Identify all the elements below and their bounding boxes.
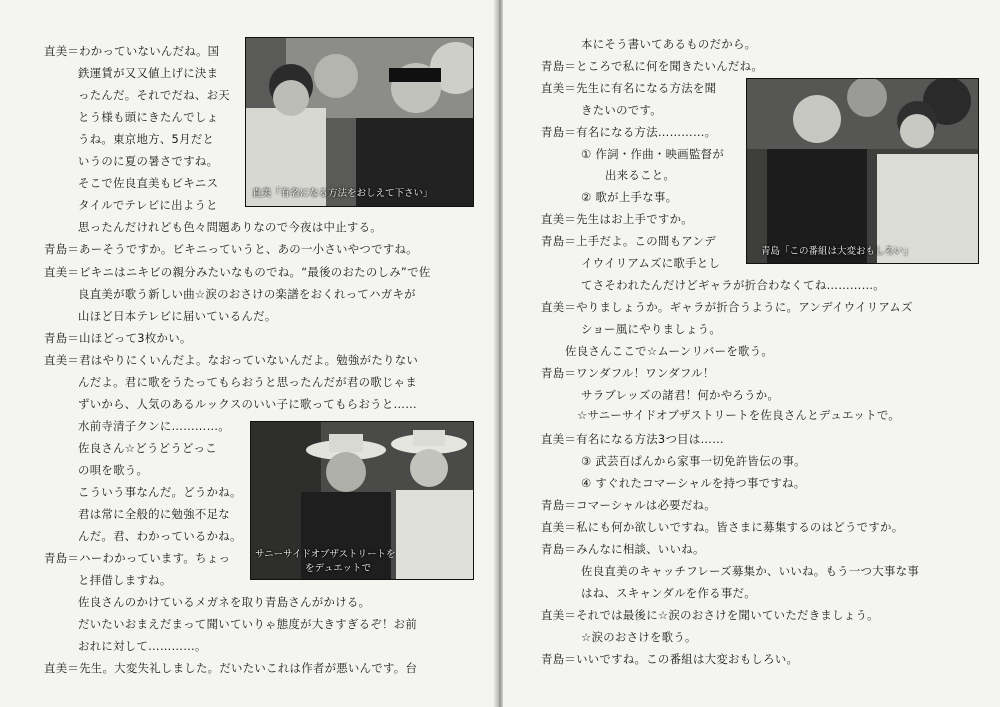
text-line: 直美＝先生に有名になる方法を聞 — [541, 81, 717, 95]
text-line: おれに対して…………。 — [78, 639, 207, 653]
text-line: 青島＝ハーわかっています。ちょっ — [44, 551, 231, 565]
text-line: イウイリアムズに歌手とし — [581, 256, 721, 270]
text-line: 佐良さん☆どうどうどっこ — [78, 441, 217, 455]
text-line: 水前寺清子クンに…………。 — [78, 419, 230, 433]
right-page — [503, 0, 1000, 707]
text-line: ④ すぐれたコマーシャルを持つ事ですね。 — [581, 476, 806, 490]
text-line: きたいのです。 — [581, 103, 662, 117]
text-line: ① 作詞・作曲・映画監督が — [581, 147, 725, 161]
text-line: 君は常に全般的に勉強不足な — [78, 507, 230, 521]
text-line: 青島＝みんなに相談、いいね。 — [541, 542, 705, 556]
photo-caption: 青島「この番組は大変おもしろい」 — [761, 246, 914, 257]
text-line: の唄を歌う。 — [78, 463, 149, 477]
text-line: いうのに夏の暑さですね。 — [78, 154, 219, 168]
text-line: てさそわれたんだけどギャラが折合わなくてね…………。 — [581, 278, 885, 292]
text-line: 佐良直美のキャッチフレーズ募集か、いいね。もう一つ大事な事 — [581, 564, 920, 578]
text-line: 青島＝ワンダフル！ワンダフル！ — [541, 366, 715, 380]
text-line: 直美＝私にも何か欲しいですね。皆さまに募集するのはどうですか。 — [541, 520, 904, 534]
left-page — [0, 0, 497, 707]
text-line: 青島＝あーそうですか。ビキニっていうと、あの一小さいやつですね。 — [44, 242, 418, 256]
text-line: 青島＝ところで私に何を聞きたいんだね。 — [541, 59, 764, 73]
text-line: 直美＝有名になる方法3つ目は…… — [541, 432, 724, 446]
text-line: 直美＝先生。大変失礼しました。だいたいこれは作者が悪いんです。台 — [44, 661, 418, 675]
text-line: はね、スキャンダルを作る事だ。 — [581, 586, 756, 600]
text-line: タイルでテレビに出ようと — [78, 198, 218, 212]
text-line: ☆涙のおさけを歌う。 — [581, 630, 697, 644]
text-line: ③ 武芸百ぱんから家事一切免許皆伝の事。 — [581, 454, 806, 468]
text-line: 本にそう書いてあるものだから。 — [581, 37, 757, 51]
text-line: ② 歌が上手な事。 — [581, 190, 678, 204]
text-line: 青島＝有名になる方法…………。 — [541, 125, 717, 139]
photo-caption: をデュエットで — [305, 563, 372, 574]
text-line: ずいから、人気のあるルックスのいい子に歌ってもらおうと…… — [78, 397, 417, 411]
text-line: ショー風にやりましょう。 — [581, 322, 722, 336]
text-line: そこで佐良直美もビキニス — [78, 176, 219, 190]
text-line: ったんだ。それでだね、お天 — [78, 88, 230, 102]
text-line: 直美＝やりましょうか。ギャラが折合うように。アンデイウイリアムズ — [541, 300, 913, 314]
text-line: サラブレッズの諸君！何かやろうか。 — [581, 388, 780, 402]
text-line: 青島＝コマーシャルは必要だね。 — [541, 498, 716, 512]
text-line: 山ほど日本テレビに届いているんだ。 — [78, 309, 277, 323]
text-line: 直美＝先生はお上手ですか。 — [541, 212, 693, 226]
photo-caption: 直美「有名になる方法をおしえて下さい」 — [252, 188, 433, 199]
text-line: 佐良さんここで☆ムーンリバーを歌う。 — [565, 344, 774, 358]
text-line: 青島＝山ほどって3枚かい。 — [44, 331, 192, 345]
text-line: 出来ること。 — [605, 168, 676, 182]
text-line: 鉄運賃が又又値上げに決ま — [78, 66, 219, 80]
text-line: こういう事なんだ。どうかね。 — [78, 485, 242, 499]
photo-naomi-aoshima-top — [245, 37, 474, 207]
text-line: 青島＝いいですね。この番組は大変おもしろい。 — [541, 652, 799, 666]
photo-duet — [250, 421, 474, 580]
text-line: 直美＝わかっていないんだね。国 — [44, 44, 220, 58]
text-line: んだよ。君に歌をうたってもらおうと思ったんだが君の歌じゃま — [78, 375, 418, 389]
text-line: うね。東京地方、5月だと — [78, 132, 215, 146]
text-line: んだ。君、わかっているかね。 — [78, 529, 242, 543]
text-line: 良直美が歌う新しい曲☆涙のおさけの楽譜をおくれってハガキが — [78, 287, 416, 301]
text-line: 思ったんだけれども色々問題ありなので今夜は中止する。 — [78, 220, 382, 234]
photo-aoshima-naomi-right — [746, 78, 979, 264]
text-line: 直美＝それでは最後に☆涙のおさけを聞いていただきましょう。 — [541, 608, 879, 622]
text-line: 直美＝君はやりにくいんだよ。なおっていないんだよ。勉強がたりない — [44, 353, 419, 367]
text-line: 青島＝上手だよ。この間もアンデ — [541, 234, 716, 248]
photo-caption: サニーサイドオブザストリートを — [255, 549, 396, 560]
text-line: だいたいおまえだまって聞いていりゃ態度が大きすぎるぞ！お前 — [78, 617, 418, 631]
text-line: 直美＝ビキニはニキビの親分みたいなものでね。“最後のおたのしみ”で佐 — [44, 265, 431, 279]
text-line: と拝借しますね。 — [78, 573, 172, 587]
text-line: とう様も頭にきたんでしょ — [78, 110, 219, 124]
text-line: ☆サニーサイドオブザストリートを佐良さんとデュエットで。 — [577, 408, 900, 422]
text-line: 佐良さんのかけているメガネを取り青島さんがかける。 — [78, 595, 371, 609]
